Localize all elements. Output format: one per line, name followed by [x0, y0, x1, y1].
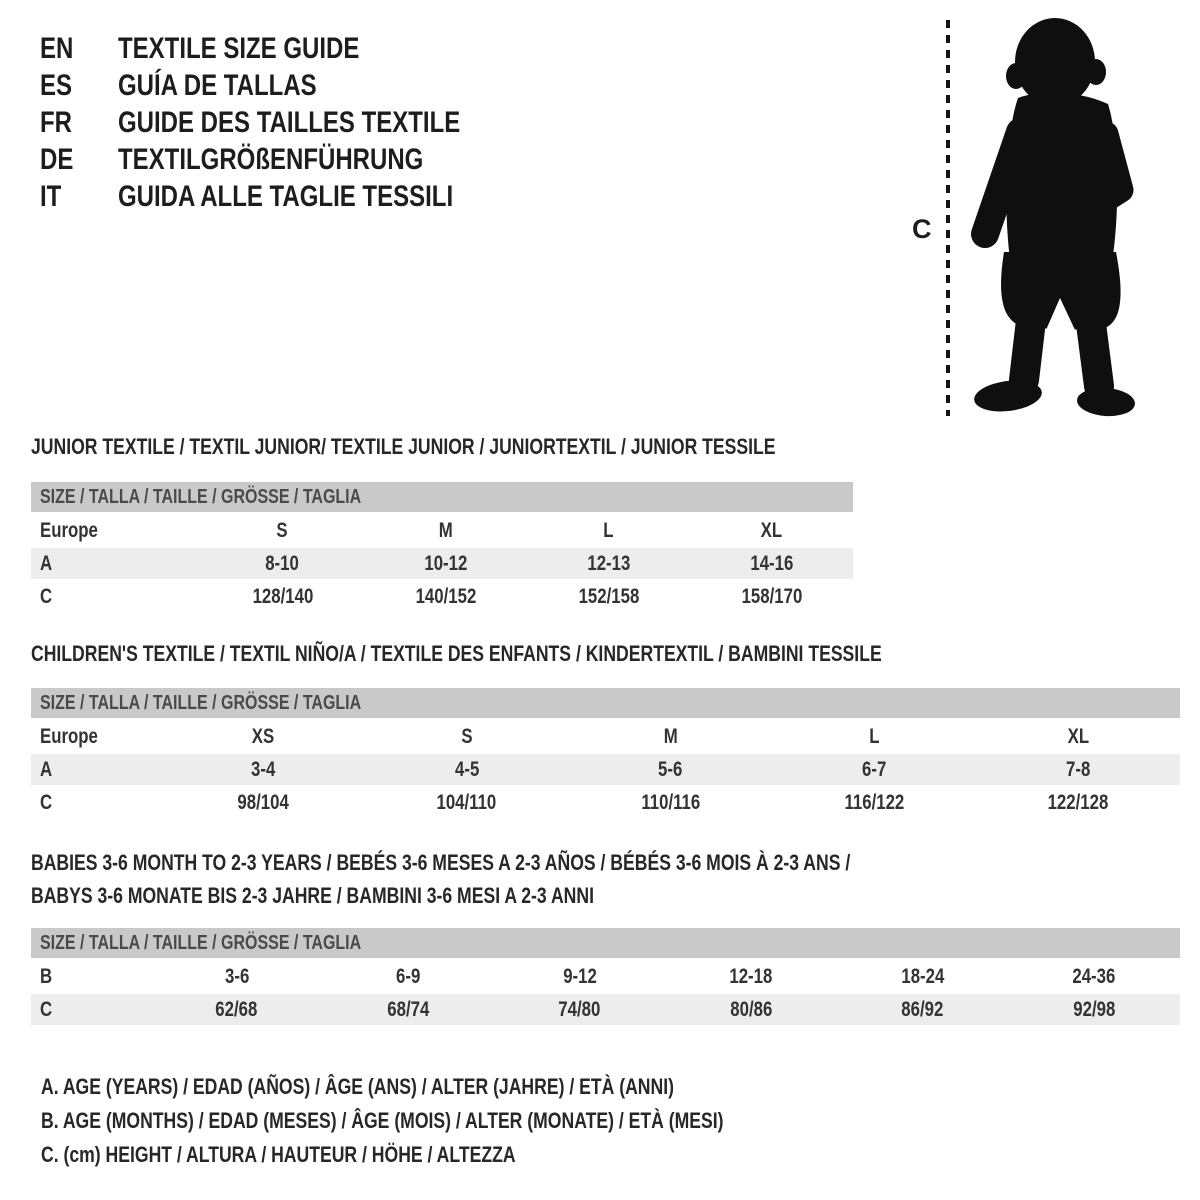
row-label-text: C: [40, 585, 53, 608]
value-cell: [364, 515, 527, 546]
junior-section-heading: [31, 435, 853, 459]
language-row: [40, 104, 546, 141]
row-label-cell: [31, 721, 161, 752]
row-label-cell: [31, 994, 151, 1025]
size-bar: [31, 482, 853, 512]
value-text: 116/122: [844, 791, 905, 814]
value-text: 104/110: [436, 791, 497, 814]
value-text: 12-13: [587, 552, 630, 575]
value-cell: [1009, 961, 1181, 992]
babies-heading-text-line2: BABYS 3-6 MONATE BIS 2-3 JAHRE / BAMBINI 3-6 MESI A 2-3 ANNI: [31, 883, 594, 908]
value-text: XL: [1067, 725, 1089, 748]
value-text: 5-6: [658, 758, 683, 781]
value-cell: [772, 787, 976, 818]
language-title-text: GUIDA ALLE TAGLIE TESSILI: [118, 180, 454, 213]
value-text: M: [663, 725, 678, 748]
value-cell: [151, 994, 323, 1025]
value-cell: [201, 581, 364, 612]
value-text: 128/140: [252, 585, 313, 608]
language-code-text: ES: [40, 69, 73, 102]
table-row: [31, 721, 1180, 752]
value-cell: [151, 961, 323, 992]
value-text: 4-5: [454, 758, 479, 781]
table-row: [31, 581, 853, 612]
value-cell: [690, 548, 853, 579]
row-label-cell: [31, 515, 201, 546]
value-text: 92/98: [1073, 998, 1116, 1021]
value-text: 158/170: [741, 585, 802, 608]
language-title-text: TEXTILE SIZE GUIDE: [118, 32, 360, 65]
language-title: [118, 141, 500, 178]
row-label-text: C: [40, 998, 53, 1021]
language-code-text: FR: [40, 106, 72, 139]
value-cell: [161, 721, 365, 752]
value-cell: [690, 581, 853, 612]
value-cell: [365, 721, 569, 752]
language-row: [40, 178, 546, 215]
language-row: [40, 141, 546, 178]
value-text: 152/158: [578, 585, 639, 608]
height-dashed-line: [946, 20, 950, 416]
value-text: 14-16: [750, 552, 793, 575]
value-cell: [527, 548, 690, 579]
value-cell: [364, 548, 527, 579]
value-cell: [569, 721, 773, 752]
language-code: [40, 178, 118, 215]
babies-section-heading-line2: [31, 884, 1180, 908]
row-label-text: C: [40, 791, 53, 814]
legend-line-b-text: B. AGE (MONTHS) / EDAD (MESES) / ÂGE (MOIS) / ALTER (MONATE) / ETÀ (MESI): [41, 1108, 724, 1133]
value-text: S: [461, 725, 473, 748]
language-title: [118, 67, 366, 104]
value-text: L: [869, 725, 880, 748]
value-text: 86/92: [901, 998, 944, 1021]
size-bar-text: SIZE / TALLA / TAILLE / GRÖSSE / TAGLIA: [40, 486, 362, 508]
row-label-text: Europe: [40, 725, 98, 748]
section-junior: [31, 435, 853, 612]
babies-section-heading: [31, 851, 1180, 875]
value-text: 6-7: [862, 758, 887, 781]
babies-heading-text-line1: BABIES 3-6 MONTH TO 2-3 YEARS / BEBÉS 3-6 MESES A 2-3 AÑOS / BÉBÉS 3-6 MOIS À 2-3 ANS /: [31, 850, 851, 875]
legend-line-c: [41, 1138, 894, 1172]
value-cell: [161, 754, 365, 785]
value-text: 9-12: [562, 965, 597, 988]
value-cell: [365, 754, 569, 785]
value-text: 122/128: [1047, 791, 1109, 814]
value-cell: [569, 754, 773, 785]
value-text: 62/68: [215, 998, 258, 1021]
legend-line-a: [41, 1070, 894, 1104]
value-cell: [494, 961, 666, 992]
toddler-silhouette-icon: [958, 12, 1150, 420]
value-text: 12-18: [729, 965, 773, 988]
language-title-list: [40, 30, 546, 215]
table-row: [31, 994, 1180, 1025]
size-bar: [31, 928, 1180, 958]
value-cell: [666, 961, 838, 992]
legend-line-c-text: C. (cm) HEIGHT / ALTURA / HAUTEUR / HÖHE / ALTEZZA: [41, 1142, 516, 1167]
value-text: 74/80: [558, 998, 601, 1021]
language-title: [118, 178, 537, 215]
value-cell: [527, 515, 690, 546]
language-row: [40, 67, 546, 104]
value-text: 10-12: [424, 552, 467, 575]
junior-heading-text: JUNIOR TEXTILE / TEXTIL JUNIOR/ TEXTILE JUNIOR / JUNIORTEXTIL / JUNIOR TESSILE: [31, 434, 776, 459]
value-cell: [494, 994, 666, 1025]
value-cell: [365, 787, 569, 818]
language-code-text: EN: [40, 32, 74, 65]
row-label-cell: [31, 581, 201, 612]
value-text: 6-9: [396, 965, 421, 988]
value-text: 110/116: [641, 791, 700, 814]
value-cell: [666, 994, 838, 1025]
value-cell: [837, 961, 1009, 992]
language-title-text: GUIDE DES TAILLES TEXTILE: [118, 106, 461, 139]
value-text: XL: [760, 519, 783, 542]
value-text: 24-36: [1072, 965, 1116, 988]
value-cell: [772, 754, 976, 785]
language-code-text: DE: [40, 143, 74, 176]
section-children: [31, 642, 1180, 818]
row-label-cell: [31, 787, 161, 818]
value-text: S: [276, 519, 289, 542]
value-cell: [976, 721, 1180, 752]
value-cell: [201, 515, 364, 546]
junior-size-table: [31, 482, 853, 612]
value-text: XS: [251, 725, 275, 748]
value-cell: [976, 754, 1180, 785]
value-text: 7-8: [1065, 758, 1091, 781]
children-section-heading: [31, 642, 1180, 666]
value-text: 68/74: [387, 998, 430, 1021]
value-cell: [569, 787, 773, 818]
value-cell: [323, 994, 495, 1025]
value-cell: [976, 787, 1180, 818]
legend-line-b: [41, 1104, 894, 1138]
table-row: [31, 961, 1180, 992]
language-title: [118, 104, 546, 141]
language-code-text: IT: [40, 180, 62, 213]
value-cell: [837, 994, 1009, 1025]
value-cell: [201, 548, 364, 579]
legend: [41, 1070, 894, 1172]
language-title-text: GUÍA DE TALLAS: [118, 69, 317, 102]
value-text: 140/152: [415, 585, 476, 608]
section-babies: [31, 851, 1180, 1025]
row-label-text: A: [40, 552, 53, 575]
value-text: 8-10: [265, 552, 300, 575]
value-text: M: [438, 519, 453, 542]
language-title: [118, 30, 420, 67]
value-cell: [527, 581, 690, 612]
legend-line-a-text: A. AGE (YEARS) / EDAD (AÑOS) / ÂGE (ANS) / ALTER (JAHRE) / ETÀ (ANNI): [41, 1074, 674, 1099]
language-row: [40, 30, 546, 67]
value-text: 3-4: [250, 758, 276, 781]
size-bar: [31, 688, 1180, 718]
size-bar-text: SIZE / TALLA / TAILLE / GRÖSSE / TAGLIA: [40, 692, 362, 714]
value-cell: [364, 581, 527, 612]
table-row: [31, 548, 853, 579]
row-label-cell: [31, 754, 161, 785]
value-text: L: [603, 519, 614, 542]
value-text: 3-6: [224, 965, 249, 988]
row-label-cell: [31, 548, 201, 579]
value-cell: [690, 515, 853, 546]
language-code: [40, 104, 118, 141]
table-row: [31, 754, 1180, 785]
row-label-text: B: [40, 965, 53, 988]
value-text: 18-24: [901, 965, 945, 988]
value-text: 80/86: [730, 998, 773, 1021]
value-cell: [161, 787, 365, 818]
row-label-cell: [31, 961, 151, 992]
children-size-table: [31, 688, 1180, 818]
row-label-text: Europe: [40, 519, 98, 542]
table-row: [31, 787, 1180, 818]
height-measure-label: C: [912, 214, 932, 244]
babies-size-table: [31, 928, 1180, 1025]
language-code: [40, 67, 118, 104]
value-cell: [772, 721, 976, 752]
language-code: [40, 141, 118, 178]
language-title-text: TEXTILGRÖßENFÜHRUNG: [118, 143, 424, 176]
value-text: 98/104: [237, 791, 289, 814]
children-heading-text: CHILDREN'S TEXTILE / TEXTIL NIÑO/A / TEXTILE DES ENFANTS / KINDERTEXTIL / BAMBINI TESSILE: [31, 641, 882, 666]
language-code: [40, 30, 118, 67]
value-cell: [323, 961, 495, 992]
value-cell: [1009, 994, 1181, 1025]
row-label-text: A: [40, 758, 53, 781]
size-bar-text: SIZE / TALLA / TAILLE / GRÖSSE / TAGLIA: [40, 932, 362, 954]
table-row: [31, 515, 853, 546]
